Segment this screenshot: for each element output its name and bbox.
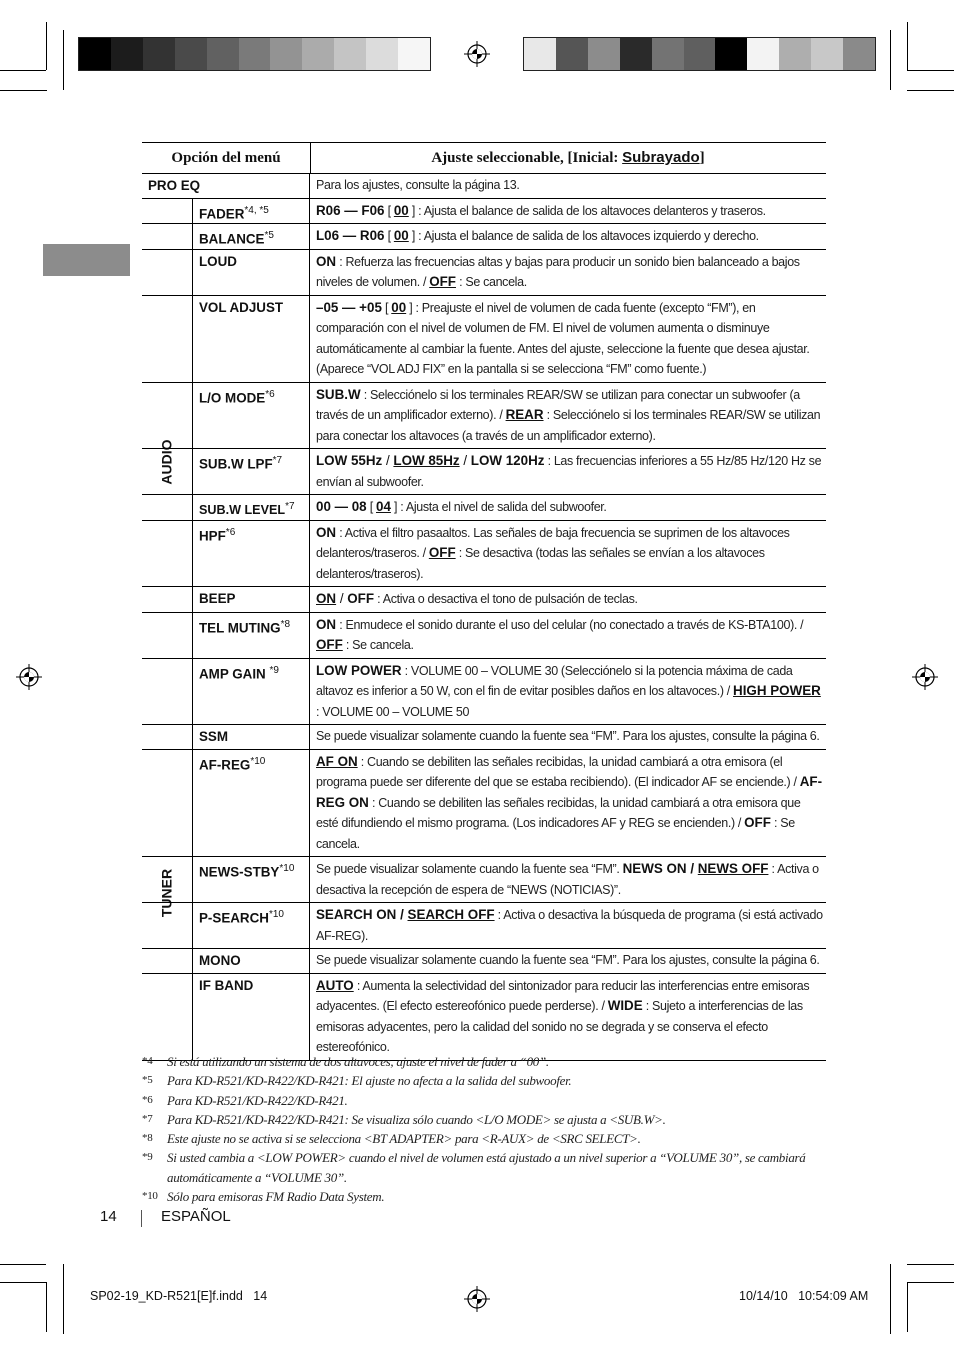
table-header <box>142 142 826 174</box>
audio-group-label: AUDIO <box>142 199 193 726</box>
col-option-header: Opción del menú <box>142 143 311 173</box>
page-number: 14 <box>100 1208 117 1225</box>
footer-divider <box>141 1210 142 1227</box>
option-value: Para los ajustes, consulte la página 13. <box>316 178 520 192</box>
tuner-group-label: TUNER <box>142 725 193 1061</box>
color-swatch <box>843 38 875 70</box>
table-row-beep: BEEP ON / OFF : Activa o desactiva el tono de pulsación de teclas. <box>142 587 826 613</box>
table-row-subw-level: SUB.W LEVEL$^{*7}$ 00 — 08 [ 04 ] : Ajusta el nivel de salida del subwoofer. <box>142 495 826 521</box>
color-swatch <box>302 38 334 70</box>
registration-mark-icon <box>464 1286 490 1312</box>
table-row-fader: $FADER^{*4, *5}$ R06 — F06 [ 00 ] : Ajusta el balance de salida de los altavoces delanteros y traseros. <box>142 199 826 225</box>
color-swatch <box>239 38 271 70</box>
table-row-balance: BALANCE$^{*5}$ L06 — R06 [ 00 ] : Ajusta el balance de salida de los altavoces izquierdo y derecho. <box>142 224 826 250</box>
option-label: PRO EQ <box>142 174 310 198</box>
color-bar-right <box>523 37 876 71</box>
slug-datetime: 10/14/10 10:54:09 AM <box>739 1289 869 1303</box>
table-row-subw-lpf: SUB.W LPF$^{*7}$ LOW 55Hz / LOW 85Hz / LOW 120Hz : Las frecuencias inferiores a 55 Hz/85 Hz/120 Hz se envían al subwoofer. <box>142 449 826 495</box>
color-swatch <box>556 38 588 70</box>
footnote: *6 Para KD-R521/KD-R422/KD-R421. <box>142 1092 348 1108</box>
footnote: *7 Para KD-R521/KD-R422/KD-R421: Se visualiza sólo cuando <L/O MODE> se ajusta a <SUB.W>. <box>142 1111 666 1127</box>
color-swatch <box>334 38 366 70</box>
color-swatch <box>779 38 811 70</box>
table-row-pro-eq <box>142 174 826 199</box>
table-row-tel-muting: TEL MUTING$^{*8}$ ON : Enmudece el sonido durante el uso del celular (no conectado a través de KS-BTA100). / OFF : Se cancela. <box>142 613 826 659</box>
footnote: *8 Este ajuste no se activa si se selecciona <BT ADAPTER> para <R-AUX> de <SRC SELECT>. <box>142 1131 641 1147</box>
color-swatch <box>620 38 652 70</box>
color-swatch <box>143 38 175 70</box>
table-row-loud: LOUD ON : Refuerza las frecuencias altas y bajas para producir un sonido bien balanceado a bajos niveles de volumen. / OFF : Se cancela. <box>142 250 826 296</box>
footnote: *10 Sólo para emisoras FM Radio Data System. <box>142 1189 385 1205</box>
footnote: *5 Para KD-R521/KD-R422/KD-R421: El ajuste no afecta a la salida del subwoofer. <box>142 1073 572 1089</box>
color-swatch <box>652 38 684 70</box>
table-row-ssm: SSM Se puede visualizar solamente cuando la fuente sea “FM”. Para los ajustes, consulte la página 6. <box>142 725 826 750</box>
color-bar-left <box>78 37 431 71</box>
col-setting-header: Ajuste seleccionable, [Inicial: Subrayado] <box>431 149 705 166</box>
color-swatch <box>398 38 430 70</box>
color-swatch <box>366 38 398 70</box>
audio-section <box>142 199 826 726</box>
language-side-tab <box>43 244 130 276</box>
color-swatch <box>270 38 302 70</box>
table-row-amp-gain: AMP GAIN $^{*9}$ LOW POWER : VOLUME 00 – VOLUME 30 (Selecciónelo si la potencia máxima de cada altavoz es inferior a 50 W, con el fin de evitar posibles daños en los altavoces.) / HIGH POWER : VOLUME 00 – VOLUME 50 <box>142 659 826 726</box>
table-row-news-stby: NEWS-STBY$^{*10}$ Se puede visualizar solamente cuando la fuente sea “FM”. NEWS ON / NEWS OFF : Activa o desactiva la recepción de espera de “NEWS (NOTICIAS)”. <box>142 857 826 903</box>
color-swatch <box>111 38 143 70</box>
color-swatch <box>747 38 779 70</box>
color-swatch <box>811 38 843 70</box>
registration-mark-icon <box>464 41 490 67</box>
table-row-mono: MONO Se puede visualizar solamente cuando la fuente sea “FM”. Para los ajustes, consulte la página 6. <box>142 949 826 974</box>
table-row-af-reg: AF-REG$^{*10}$ AF ON : Cuando se debiliten las señales recibidas, la unidad cambiará a otra emisora (el programa puede ser diferente del que se estaba recibiendo). (El indicador AF se enciende.) / AF-REG ON : Cuando se debiliten las señales recibidas, la unidad cambiará a otra emisora que esté difundiendo el mismo programa. (Los indicadores AF y REG se encienden.) / OFF : Se cancela. <box>142 750 826 858</box>
color-swatch <box>79 38 111 70</box>
registration-mark-icon <box>16 664 42 690</box>
color-swatch <box>175 38 207 70</box>
slug-filename: SP02-19_KD-R521[E]f.indd 14 <box>90 1289 268 1303</box>
footer-language: ESPAÑOL <box>161 1208 231 1225</box>
footnotes <box>142 1052 822 1206</box>
footnote: *9 Si usted cambia a <LOW POWER> cuando el nivel de volumen está ajustado a un nivel superior a “VOLUME 30”, se cambiará automáticamente a “VOLUME 30”. <box>142 1150 806 1185</box>
tuner-section <box>142 725 826 1061</box>
table-row-hpf: HPF$^{*6}$ ON : Activa el filtro pasaaltos. Las señales de baja frecuencia se suprimen de los altavoces delanteros/traseros. / OFF : Se desactiva (todas las señales se envían a los altavoces delanteros/traseros). <box>142 521 826 588</box>
color-swatch <box>207 38 239 70</box>
table-row-vol-adjust: VOL ADJUST –05 — +05 [ 00 ] : Preajuste el nivel de volumen de cada fuente (excepto “FM”), en comparación con el nivel de volumen de FM. El nivel de volumen aumenta o disminuye automáticamente al cambiar la fuente. Antes del ajuste, seleccione la fuente que desea ajustar. (Aparece “VOL ADJ FIX” en la pantalla si se selecciona “FM” como fuente.) <box>142 296 826 383</box>
table-row-p-search: P-SEARCH$^{*10}$ SEARCH ON / SEARCH OFF : Activa o desactiva la búsqueda de programa (si está activado AF-REG). <box>142 903 826 949</box>
footnote: *4 Si está utilizando un sistema de dos altavoces, ajuste el nivel de fader a “00”. <box>142 1054 549 1069</box>
color-swatch <box>715 38 747 70</box>
color-swatch <box>588 38 620 70</box>
menu-settings-table <box>142 142 826 1061</box>
color-swatch <box>684 38 716 70</box>
table-row-lo-mode: L/O MODE$^{*6}$ SUB.W : Selecciónelo si los terminales REAR/SW se utilizan para conectar un subwoofer (a través de un amplificador externo). / REAR : Selecciónelo si los terminales REAR/SW se utilizan para conectar los altavoces (a través de un amplificador externo). <box>142 383 826 450</box>
table-row-if-band: IF BAND AUTO : Aumenta la selectividad del sintonizador para reducir las interferencias entre emisoras adyacentes. (El efecto estereofónico puede perderse). / WIDE : Sujeto a interferencias de las emisoras adyacentes, pero la calidad del sonido no se degrada y se conserva el efecto estereofónico. <box>142 974 826 1061</box>
registration-mark-icon <box>912 664 938 690</box>
color-swatch <box>524 38 556 70</box>
